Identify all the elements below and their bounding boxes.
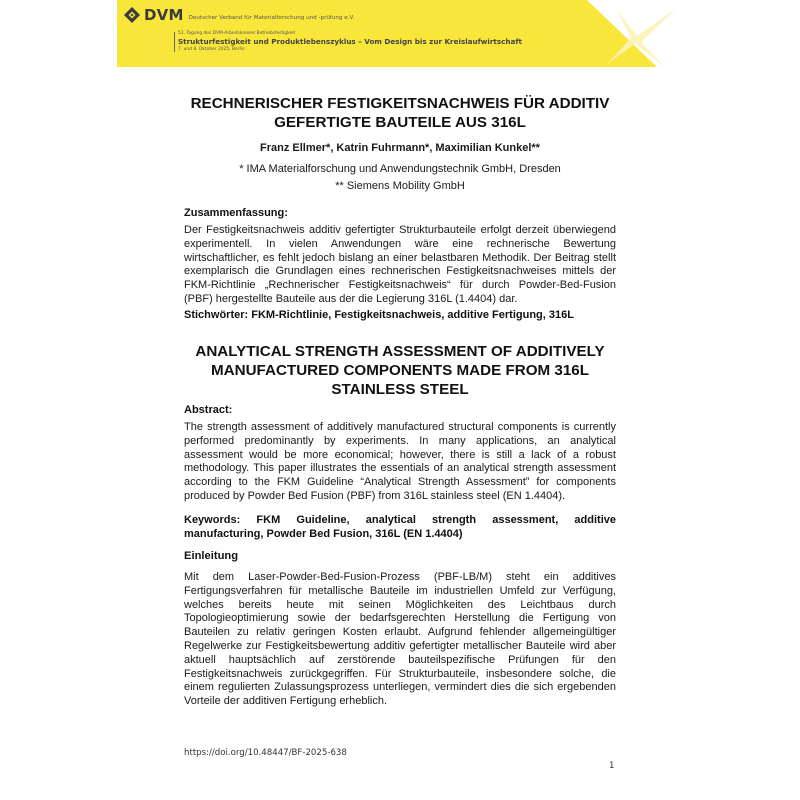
doi-link[interactable]: https://doi.org/10.48447/BF-2025-638	[184, 748, 347, 758]
logo-text: DVM	[144, 6, 184, 24]
keywords-english: Keywords: FKM Guideline, analytical strength assessment, additive manufacturing, Powder Bed Fusion, 316L (EN 1.4404)	[184, 514, 616, 540]
stichwoerter: Stichwörter: FKM-Richtlinie, Festigkeitsnachweis, additive Fertigung, 316L	[184, 309, 574, 321]
zusammenfassung-text: Der Festigkeitsnachweis additiv gefertigter Strukturbauteile erfolgt derzeit überwiegend experimentell. In vielen Anwendungen wäre eine rechnerische Bewertung wirtschaftlicher, es fehlt jedoch bislang an einer belastbaren Methodik. Der Beitrag stellt exemplarisch die Grundlagen eines rechnerischen Festigkeitsnachweises mittels der FKM-Richtlinie „Rechnerischer Festigkeitsnachweis“ für durch Powder-Bed-Fusion (PBF) hergestellte Bauteile aus der die Legierung 316L (1.4404) dar.	[184, 224, 616, 305]
affiliation-2: ** Siemens Mobility GmbH	[335, 180, 465, 192]
conference-series: 51. Tagung des DVM-Arbeitskreises Betriebsfestigkeit	[178, 31, 296, 36]
einleitung-text: Mit dem Laser-Powder-Bed-Fusion-Prozess (PBF-LB/M) steht ein additives Fertigungsverfahren für metallische Bauteile im industriellen Umfeld zur Verfügung, welches bereits heute mit seinen Möglichkeiten des Leichtbaus durch Topologieoptimierung sowie der bedarfsgerechten Herstellung die Fertigung von Bauteilen zu relativ geringen Kosten erlaubt. Aufgrund fehlender allgemeingültiger Regelwerke zur Festigkeitsbewertung additiv gefertigter metallischer Bauteile wird aber aktuell hauptsächlich auf zerstörende bauteilspezifische Prüfungen für den Festigkeitsnachweis zurückgegriffen. Für Strukturbauteile, insbesondere solche, die einem regulierten Zulassungsprozess unterliegen, vermindert dies die sich ergebenden Vorteile der additiven Fertigung erheblich.	[184, 571, 616, 708]
affiliation-1: * IMA Materialforschung und Anwendungstechnik GmbH, Dresden	[239, 163, 561, 175]
org-name: Deutscher Verband für Materialforschung und -prüfung e.V.	[188, 14, 355, 21]
zusammenfassung-heading: Zusammenfassung:	[184, 207, 288, 219]
title-english: ANALYTICAL STRENGTH ASSESSMENT OF ADDITIVELY MANUFACTURED COMPONENTS MADE FROM 316L STAINLESS STEEL	[195, 343, 605, 398]
authors: Franz Ellmer*, Katrin Fuhrmann*, Maximilian Kunkel**	[260, 142, 540, 154]
einleitung-heading: Einleitung	[184, 550, 239, 562]
dvm-diamond-icon	[124, 7, 140, 23]
title-german: RECHNERISCHER FESTIGKEITSNACHWEIS FÜR ADDITIV GEFERTIGTE BAUTEILE AUS 316L	[190, 95, 610, 131]
conference-header	[117, 0, 683, 67]
conference-info	[174, 32, 522, 52]
abstract-text: The strength assessment of additively manufactured structural components is currently performed predominantly by experiments. In many applications, an analytical assessment would be more economical; however, there is still a lack of a robust methodology. This paper illustrates the essentials of an analytical strength assessment according to the FKM Guideline “Analytical Strength Assessment” for components produced by Powder Bed Fusion (PBF) from 316L stainless steel (EN 1.4404).	[184, 421, 616, 502]
conference-date: 7. und 8. Oktober 2025, Berlin	[178, 46, 245, 52]
conference-title: Strukturfestigkeit und Produktlebenszyklus – Vom Design bis zur Kreislaufwirtschaft	[178, 37, 522, 47]
abstract-heading: Abstract:	[184, 404, 233, 416]
page-number: 1	[609, 761, 615, 771]
dvm-logo	[124, 6, 354, 24]
